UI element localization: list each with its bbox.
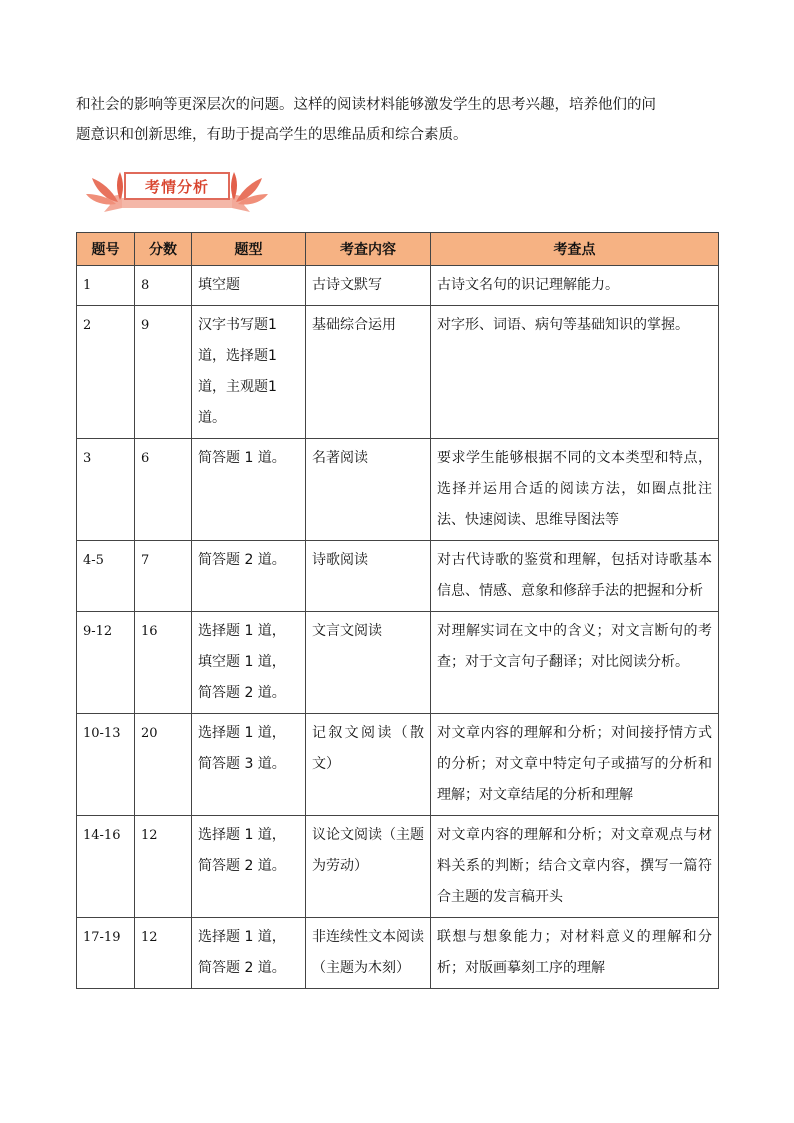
cell-content: 非连续性文本阅读（主题为木刻） [306,918,431,989]
cell-score: 16 [135,612,192,714]
cell-question-no: 4-5 [77,541,135,612]
cell-question-no: 10-13 [77,714,135,816]
cell-question-no: 14-16 [77,816,135,918]
cell-content: 记叙文阅读（散文） [306,714,431,816]
cell-question-type: 简答题 2 道。 [192,541,306,612]
cell-content: 基础综合运用 [306,306,431,439]
cell-question-no: 9-12 [77,612,135,714]
cell-score: 6 [135,439,192,541]
cell-points: 对字形、词语、病句等基础知识的掌握。 [431,306,719,439]
cell-points: 要求学生能够根据不同的文本类型和特点，选择并运用合适的阅读方法，如圈点批注法、快速阅读、思维导图法等 [431,439,719,541]
table-row [77,266,719,306]
cell-points: 对古代诗歌的鉴赏和理解，包括对诗歌基本信息、情感、意象和修辞手法的把握和分析 [431,541,719,612]
cell-points: 联想与想象能力；对材料意义的理解和分析；对版画摹刻工序的理解 [431,918,719,989]
intro-line-1: 和社会的影响等更深层次的问题。这样的阅读材料能够激发学生的思考兴趣，培养他们的问 [76,97,656,113]
cell-score: 7 [135,541,192,612]
cell-points: 古诗文名句的识记理解能力。 [431,266,719,306]
cell-question-type: 选择题 1 道，简答题 2 道。 [192,918,306,989]
intro-paragraph [76,90,716,150]
cell-question-type: 选择题 1 道，简答题 3 道。 [192,714,306,816]
table-row [77,816,719,918]
cell-content: 诗歌阅读 [306,541,431,612]
cell-question-no: 1 [77,266,135,306]
cell-score: 12 [135,918,192,989]
cell-content: 古诗文默写 [306,266,431,306]
cell-points: 对文章内容的理解和分析；对间接抒情方式的分析；对文章中特定句子或描写的分析和理解；对文章结尾的分析和理解 [431,714,719,816]
cell-score: 20 [135,714,192,816]
cell-content: 文言文阅读 [306,612,431,714]
header-points: 考查点 [431,233,719,266]
section-title: 考情分析 [124,172,230,200]
table-row [77,541,719,612]
header-content: 考查内容 [306,233,431,266]
cell-question-no: 3 [77,439,135,541]
cell-question-type: 汉字书写题1道，选择题1道，主观题1道。 [192,306,306,439]
cell-score: 8 [135,266,192,306]
cell-score: 9 [135,306,192,439]
intro-line-2: 题意识和创新思维，有助于提高学生的思维品质和综合素质。 [76,127,468,143]
cell-content: 议论文阅读（主题为劳动） [306,816,431,918]
cell-points: 对文章内容的理解和分析；对文章观点与材料关系的判断；结合文章内容，撰写一篇符合主题的发言稿开头 [431,816,719,918]
cell-question-no: 2 [77,306,135,439]
cell-question-no: 17-19 [77,918,135,989]
cell-question-type: 简答题 1 道。 [192,439,306,541]
cell-points: 对理解实词在文中的含义；对文言断句的考查；对于文言句子翻译；对比阅读分析。 [431,612,719,714]
header-question-no: 题号 [77,233,135,266]
exam-analysis-table [76,232,719,989]
table-row [77,612,719,714]
cell-content: 名著阅读 [306,439,431,541]
cell-question-type: 填空题 [192,266,306,306]
table-row [77,306,719,439]
table-row [77,714,719,816]
cell-score: 12 [135,816,192,918]
header-score: 分数 [135,233,192,266]
table-header-row [77,233,719,266]
table-row [77,918,719,989]
section-banner [82,168,272,216]
table-row [77,439,719,541]
header-question-type: 题型 [192,233,306,266]
cell-question-type: 选择题 1 道，简答题 2 道。 [192,816,306,918]
cell-question-type: 选择题 1 道，填空题 1 道，简答题 2 道。 [192,612,306,714]
